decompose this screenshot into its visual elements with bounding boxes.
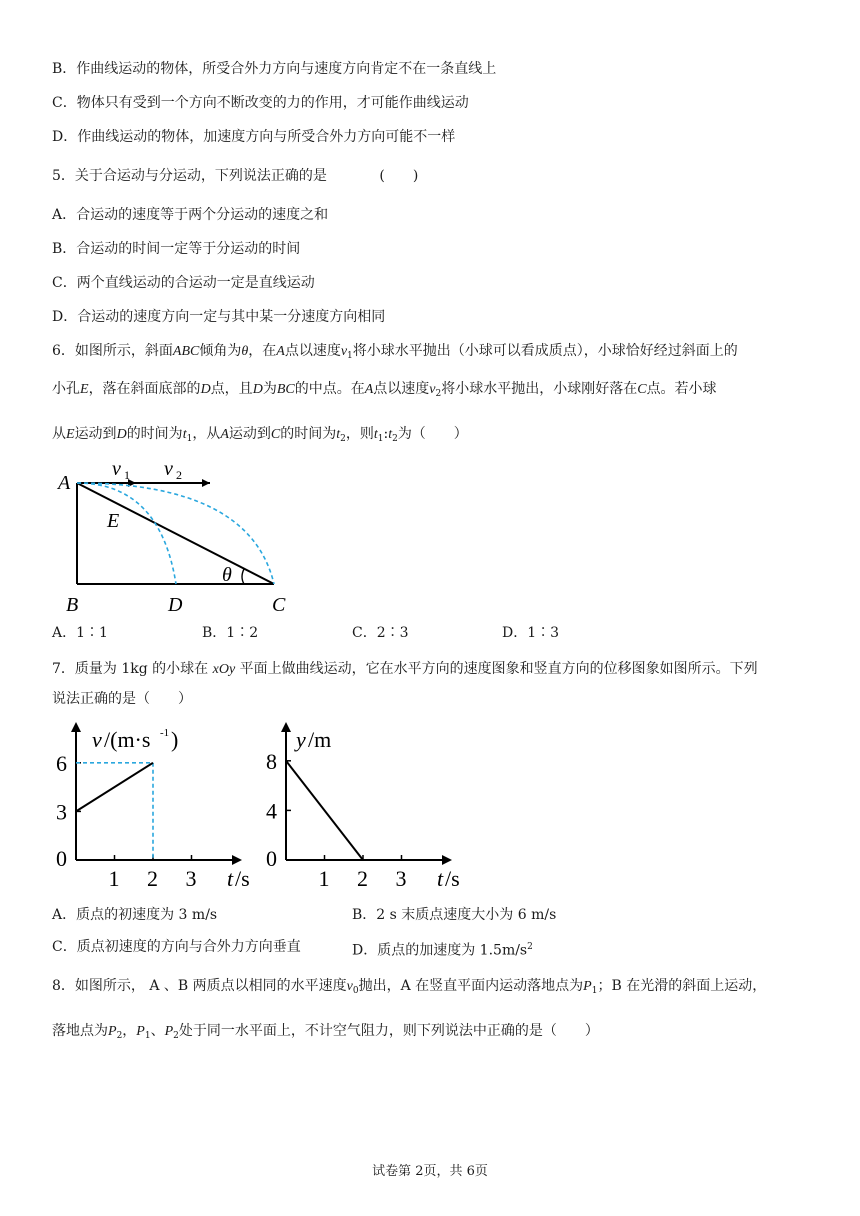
q7-option-d-text: D．质点的加速度为 1.5m/s [352, 942, 528, 959]
q6-text: 将小球水平抛出（小球可以看成质点），小球恰好经过斜面上的 [352, 343, 738, 359]
q7-stem-line2: 说法正确的是（ ） [52, 691, 192, 707]
q6-option-c: C．2∶3 [352, 625, 409, 641]
q8-var-p: P [164, 1024, 174, 1039]
q7-option-d-sup: 2 [527, 942, 533, 952]
label-b: B [66, 594, 79, 615]
g1-y-arrowhead [71, 722, 81, 732]
q6-sub: 1 [347, 351, 353, 361]
g1-x-tick-label: 1 [108, 866, 120, 891]
q6-var-t: t [388, 427, 393, 442]
v2-arrowhead [202, 479, 210, 487]
q6-option-d: D．1∶3 [502, 625, 560, 641]
q7-stem-line1 [52, 659, 758, 680]
q6-text: 运动到 [74, 426, 117, 442]
q6-var-t: t [373, 427, 378, 442]
q7-text: 平面上做曲线运动，它在水平方向的速度图象和竖直方向的位移图象如图所示。下列 [239, 661, 758, 677]
q6-text: 的时间为 [280, 426, 337, 442]
angle-arc [242, 569, 244, 584]
q5-answer-paren: ( ) [379, 168, 419, 184]
q6-text: 的时间为 [126, 426, 183, 442]
q6-var-c: C [637, 382, 647, 397]
q8-sub: 0 [352, 986, 359, 996]
q8-text: ；B 在光滑的斜面上运动， [597, 978, 767, 994]
g1-y-tick-label: 6 [56, 750, 67, 776]
q6-var-abc: ABC [172, 344, 200, 359]
g2-x-tick-label: 1 [318, 866, 330, 891]
q5-option-c: C．两个直线运动的合运动一定是直线运动 [52, 275, 315, 291]
q5-stem-text: 5．关于合运动与分运动，下列说法正确的是 [52, 168, 327, 184]
q6-var-t: t [182, 427, 187, 442]
page-footer: 试卷第 2页，共 6页 [372, 1164, 488, 1179]
q8-var-p: P [583, 979, 592, 994]
q6-stem-line3 [52, 424, 468, 449]
q6-text: 为 [262, 381, 277, 397]
g1-xlabel-t: t [227, 866, 234, 891]
g1-x-tick-label: 2 [147, 866, 158, 891]
g1-ylabel-unit: /(m·s [104, 727, 151, 752]
g2-ylabel-y: y [296, 727, 306, 752]
q4-option-d: D．作曲线运动的物体，加速度方向与所受合外力方向可能不一样 [52, 129, 456, 145]
q6-text: 小孔 [52, 381, 80, 397]
g2-x-tick-label: 3 [395, 866, 407, 891]
q5-option-b: B．合运动的时间一定等于分运动的时间 [52, 241, 301, 257]
label-e: E [107, 510, 120, 532]
q6-text: : [383, 426, 389, 442]
q6-var-e: E [80, 382, 89, 397]
label-theta: θ [222, 564, 232, 586]
q7-option-c: C．质点初速度的方向与合外力方向垂直 [52, 939, 301, 955]
q8-sub: 1 [144, 1031, 151, 1041]
q6-option-b: B．1∶2 [202, 625, 259, 641]
q6-var-v: v [340, 344, 348, 359]
g1-series-line [76, 763, 153, 812]
q7-option-a: A．质点的初速度为 3 m/s [52, 907, 218, 923]
g1-xlabel-unit: /s [235, 866, 250, 891]
g2-ylabel-unit: /m [308, 727, 332, 752]
g2-y-tick-label: 8 [266, 748, 277, 774]
q6-text: 倾角为 [199, 343, 242, 359]
q8-text: ， [122, 1023, 137, 1039]
q6-var-bc: BC [276, 382, 295, 397]
label-v1: v [112, 458, 121, 480]
q6-sub: 1 [186, 434, 193, 444]
g2-y-tick-label: 4 [266, 798, 277, 824]
q6-stem-line1 [52, 341, 738, 366]
q6-var-v: v [429, 382, 436, 397]
velocity-time-graph [52, 722, 272, 894]
trajectory-to-d [77, 483, 176, 584]
g1-ylabel-v: v [92, 727, 102, 752]
q7-text: 7．质量为 1kg 的小球在 [52, 661, 209, 677]
q6-text: 为（ ） [397, 426, 468, 442]
q6-var-e: E [66, 427, 75, 442]
q5-stem [52, 166, 418, 186]
q6-text: 点以速度 [284, 343, 341, 359]
q8-text: 处于同一水平面上，不计空气阻力，则下列说法中正确的是（ ） [178, 1023, 599, 1039]
q8-var-p: P [108, 1024, 117, 1039]
label-v2: v [164, 458, 173, 480]
q6-option-a: A．1∶1 [52, 625, 108, 641]
q6-sub: 2 [392, 434, 398, 444]
q6-var-d: D [200, 382, 211, 397]
q8-var-v: v [346, 979, 353, 994]
g2-xlabel-t: t [437, 866, 444, 891]
q4-option-b: B．作曲线运动的物体，所受合外力方向与速度方向肯定不在一条直线上 [52, 61, 497, 77]
q6-text: 6．如图所示，斜面 [52, 343, 173, 359]
g2-series-line [286, 761, 363, 860]
g2-xlabel-unit: /s [445, 866, 460, 891]
q6-stem-line2 [52, 379, 717, 404]
q7-option-d [352, 937, 533, 961]
label-v1-sub: 1 [124, 468, 130, 482]
q6-text: 运动到 [228, 426, 271, 442]
q6-sub: 2 [340, 434, 346, 444]
q6-text: 从 [52, 426, 66, 442]
q6-text: 的中点。在 [294, 381, 365, 397]
q5-option-d: D．合运动的速度方向一定与其中某一分速度方向相同 [52, 309, 386, 325]
label-a: A [58, 472, 71, 494]
q6-var-d: D [252, 382, 263, 397]
incline-figure [50, 455, 300, 615]
q6-text: 点。若小球 [646, 381, 717, 397]
q6-text: 点，且 [210, 381, 253, 397]
displacement-time-graph [262, 722, 482, 894]
q8-sub: 2 [173, 1031, 179, 1041]
q7-var-xoy: xOy [212, 662, 236, 677]
q8-text: 、 [150, 1023, 165, 1039]
q8-stem-line1 [52, 976, 766, 1001]
q8-text: 落地点为 [52, 1023, 108, 1039]
q6-text: ，落在斜面底部的 [88, 381, 201, 397]
g2-y-arrowhead [281, 722, 291, 732]
g1-ylabel-exp: -1 [160, 727, 170, 739]
g1-x-arrowhead [232, 855, 242, 865]
q6-text: ，则 [345, 426, 374, 442]
g2-x-tick-label: 2 [357, 866, 368, 891]
q6-sub: 2 [435, 389, 442, 399]
q6-text: 点以速度 [373, 381, 430, 397]
q8-text: 抛出，A 在竖直平面内运动落地点为 [358, 978, 584, 994]
q7-option-b: B．2 s 末质点速度大小为 6 m/s [352, 907, 557, 923]
q6-var-c: C [270, 427, 281, 442]
label-d: D [168, 594, 183, 615]
q4-option-c: C．物体只有受到一个方向不断改变的力的作用，才可能作曲线运动 [52, 95, 469, 111]
q6-var-a: A [276, 344, 285, 359]
label-v2-sub: 2 [176, 468, 182, 482]
q6-sub: 1 [377, 434, 384, 444]
q8-text: 8．如图所示， A 、B 两质点以相同的水平速度 [52, 978, 347, 994]
g1-y-tick-label: 0 [56, 846, 67, 871]
q6-var-theta: θ [241, 344, 249, 359]
g1-y-tick-label: 3 [56, 799, 67, 825]
q6-text: ，从 [192, 426, 221, 442]
q6-var-a: A [220, 427, 229, 442]
q8-sub: 2 [116, 1031, 123, 1041]
g1-ylabel-close: ) [171, 727, 179, 752]
q6-var-t: t [336, 427, 341, 442]
q8-sub: 1 [591, 986, 598, 996]
q5-option-a: A．合运动的速度等于两个分运动的速度之和 [52, 207, 329, 223]
q6-text: ，在 [248, 343, 277, 359]
incline-slope-ac [77, 483, 274, 584]
g1-x-tick-label: 3 [185, 866, 197, 891]
q8-var-p: P [136, 1024, 145, 1039]
label-c: C [272, 594, 286, 615]
q8-stem-line2 [52, 1021, 599, 1046]
g2-x-arrowhead [442, 855, 452, 865]
g2-y-tick-label: 0 [266, 846, 277, 871]
q6-var-d: D [116, 427, 127, 442]
q6-var-a: A [364, 382, 374, 397]
q6-text: 将小球水平抛出，小球刚好落在 [441, 381, 638, 397]
